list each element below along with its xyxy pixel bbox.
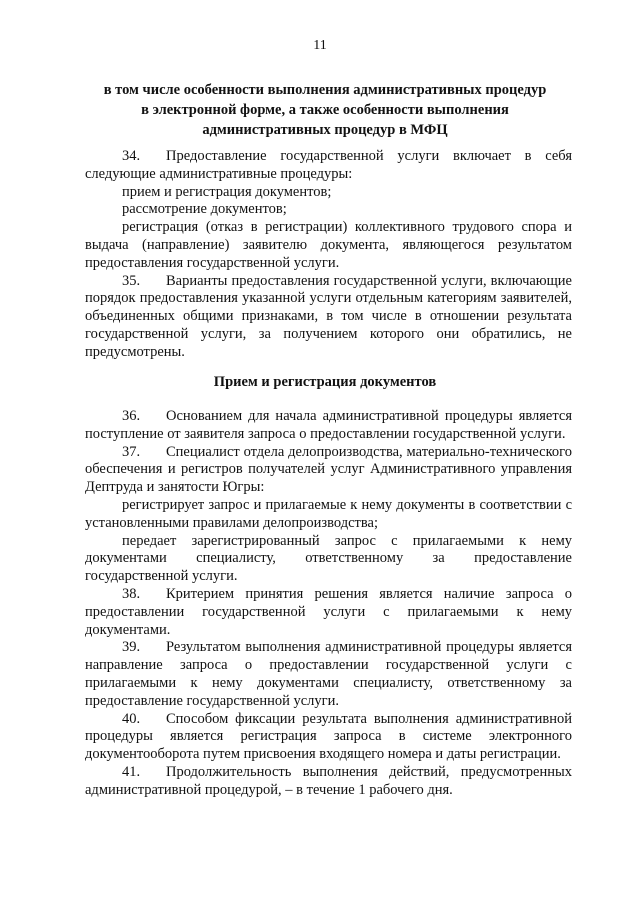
paragraph-number: 38.	[122, 585, 141, 602]
paragraph-38	[85, 586, 572, 639]
paragraph-text: Результатом выполнения административной процедуры является направление запроса о предоставлении государственной услуги с прилагаемыми к нему документами специалисту, ответственному за предоставление государственной услуги.	[85, 639, 572, 709]
list-item	[85, 219, 572, 272]
paragraph-number: 37.	[122, 443, 141, 460]
paragraph-number: 41.	[122, 763, 141, 780]
paragraph-number: 36.	[122, 408, 141, 424]
paragraph-text: прием и регистрация документов;	[122, 183, 332, 200]
paragraph-39	[85, 639, 572, 710]
paragraphs-block-2	[85, 408, 572, 800]
section-heading-line: административных процедур в МФЦ	[202, 122, 448, 138]
paragraph-text: Специалист отдела делопроизводства, материально-технического обеспечения и регистров получателей услуг Административного управления Дептруда и занятости Югры:	[85, 443, 572, 496]
paragraph-text: регистрация (отказ в регистрации) коллективного трудового спора и выдача (направление) заявителю документа, являющегося результатом предоставления государственной услуги.	[85, 219, 572, 271]
section-heading-line: в том числе особенности выполнения административных процедур	[103, 82, 547, 98]
paragraph-40	[85, 711, 572, 764]
list-item	[85, 201, 572, 219]
paragraph-number: 39.	[122, 639, 141, 656]
paragraph-number: 34.	[122, 148, 141, 164]
paragraph-41	[85, 764, 572, 800]
paragraphs-block-1	[85, 148, 572, 362]
paragraph-text: рассмотрение документов;	[122, 201, 287, 218]
paragraph-text: Способом фиксации результата выполнения административной процедуры является регистрация запроса в системе электронного документооборота путем присвоения входящего номера и даты регистрации.	[85, 710, 572, 763]
paragraph-number: 35.	[122, 272, 141, 289]
paragraph-35	[85, 273, 572, 362]
paragraph-36	[85, 408, 572, 444]
paragraph-text: Варианты предоставления государственной услуги, включающие порядок предоставления указанной услуги отдельным категориям заявителей, объединенных общими признаками, в том числе в отношении результата государственной услуги, за получением которого они обратились, не предусмотрены.	[85, 272, 572, 360]
page-number: 11	[313, 38, 327, 53]
list-item	[85, 184, 572, 202]
paragraph-text: Предоставление государственной услуги включает в себя следующие административные процедуры:	[85, 148, 572, 182]
paragraph-37	[85, 444, 572, 497]
section-heading-line: в электронной форме, а также особенности выполнения	[141, 102, 509, 118]
paragraph-text: передает зарегистрированный запрос с прилагаемыми к нему документами специалисту, ответственному за предоставление государственной услуги.	[85, 532, 572, 585]
section-heading	[60, 80, 590, 140]
paragraph-text: регистрирует запрос и прилагаемые к нему документы в соответствии с установленными правилами делопроизводства;	[85, 496, 572, 531]
paragraph-text: Критерием принятия решения является наличие запроса о предоставлении государственной услуги с прилагаемыми к нему документами.	[85, 585, 572, 638]
paragraph-number: 40.	[122, 710, 141, 727]
paragraph-text: Продолжительность выполнения действий, предусмотренных административной процедурой, – в течение 1 рабочего дня.	[85, 763, 572, 798]
list-item	[85, 497, 572, 533]
paragraph-34	[85, 148, 572, 184]
subsection-heading: Прием и регистрация документов	[213, 374, 437, 390]
paragraph-text: Основанием для начала административной процедуры является поступление от заявителя запроса о предоставлении государственной услуги.	[85, 408, 572, 442]
list-item	[85, 533, 572, 586]
